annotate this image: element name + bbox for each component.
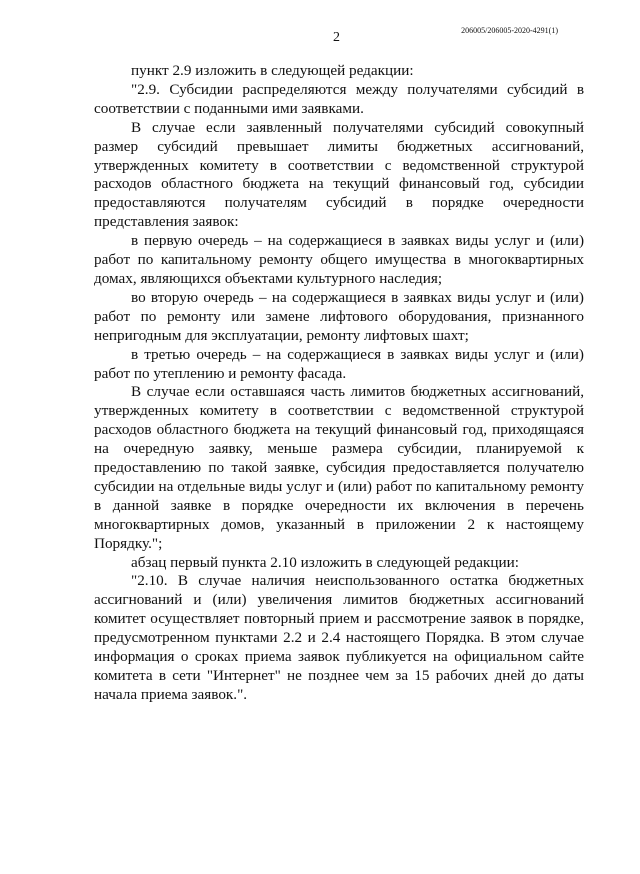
- paragraph-first-priority: в первую очередь – на содержащиеся в заявках виды услуг и (или) работ по капитальному ремонту общего имущества в многоквартирных домах, являющихся объектами культурного наследия;: [94, 232, 584, 287]
- paragraph-2-9-text: "2.9. Субсидии распределяются между получателями субсидий в соответствии с поданными ими заявками.: [94, 80, 584, 117]
- paragraph-excess-subsidies: В случае если заявленный получателями субсидий совокупный размер субсидий превышает лимиты бюджетных ассигнований, утвержденных комитету в соответствии с ведомственной структурой расходов областного бюджета на текущий финансовый год, субсидии предоставляются получателям субсидий в порядке очередности представления заявок:: [94, 118, 584, 231]
- paragraph-second-priority: во вторую очередь – на содержащиеся в заявках виды услуг и (или) работ по ремонту или замене лифтового оборудования, признанного непригодным для эксплуатации, ремонту лифтовых шахт;: [94, 288, 584, 344]
- paragraph-2-10-text: "2.10. В случае наличия неиспользованного остатка бюджетных ассигнований и (или) увеличения лимитов бюджетных ассигнований комитет осуществляет повторный прием и рассмотрение заявок в порядке, предусмотренном пунктами 2.2 и 2.4 настоящего Порядка. В этом случае информация о сроках приема заявок публикуется на официальном сайте комитета в сети "Интернет" не позднее чем за 15 рабочих дней до даты начала приема заявок.".: [94, 572, 584, 703]
- paragraph-amend-2-10: абзац первый пункта 2.10 изложить в следующей редакции:: [131, 553, 519, 571]
- document-id: 206005/206005-2020-4291(1): [461, 26, 558, 35]
- paragraph-remaining-limits: В случае если оставшаяся часть лимитов бюджетных ассигнований, утвержденных комитету в соответствии с ведомственной структурой расходов областного бюджета на текущий финансовый год, приходящаяся на очередную заявку, меньше размера субсидии, планируемой к предоставлению по такой заявке, субсидия предоставляется получателю субсидии на отдельные виды услуг и (или) работ по капитальному ремонту в данной заявке в порядке очередности их включения в перечень многоквартирных домов, указанный в приложении 2 к настоящему Порядку.";: [94, 383, 584, 552]
- page-number: 2: [333, 30, 340, 45]
- paragraph-amend-2-9: пункт 2.9 изложить в следующей редакции:: [131, 62, 414, 79]
- document-body: [94, 62, 584, 705]
- paragraph-third-priority: в третью очередь – на содержащиеся в заявках виды услуг и (или) работ по утеплению и ремонту фасада.: [94, 345, 584, 382]
